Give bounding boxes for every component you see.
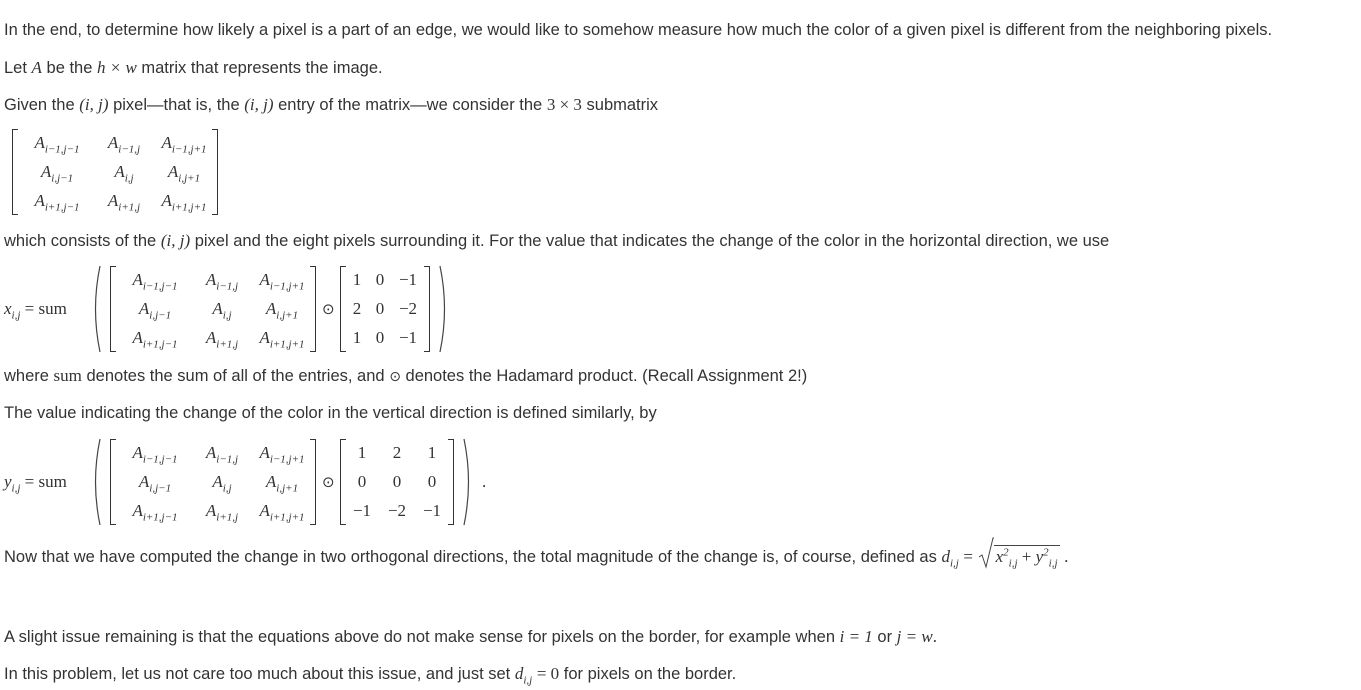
cell-r2c1: $A_{i+1,j}$ — [205, 500, 239, 524]
math-i-equals-1: i = 1 — [839, 627, 873, 646]
text-let: Let — [4, 59, 27, 77]
kx-r0c0: 1 — [352, 270, 362, 290]
kx-r0c1: 0 — [375, 270, 385, 290]
ky-r1c1: 0 — [392, 471, 402, 491]
kx-r2c2: −1 — [398, 327, 418, 347]
submatrix-grid — [18, 129, 212, 215]
kx-r0c2: −1 — [398, 270, 418, 290]
cell-r0c0: $A_{i-1,j-1}$ — [132, 270, 178, 293]
math-j-equals-w: j = w — [896, 627, 933, 646]
math-period: . — [1064, 547, 1069, 566]
math-a: A — [31, 58, 42, 77]
paragraph-given-pixel — [4, 94, 658, 116]
sqrt-icon — [978, 537, 994, 569]
text-which-consists: which consists of the — [4, 232, 157, 250]
cell-r2c0: $A_{i+1,j-1}$ — [132, 500, 178, 524]
cell-r0c1: $A_{i-1,j}$ — [107, 133, 141, 156]
math-sum: sum — [53, 366, 82, 385]
cell-r1c2: $A_{i,j+1}$ — [265, 298, 299, 322]
ky-r2c1: −2 — [387, 500, 407, 520]
cell-r1c1: $A_{i,j}$ — [212, 298, 232, 322]
text-pixel-that-is: pixel—that is, the — [113, 96, 240, 114]
text-horizontal-direction: pixel and the eight pixels surrounding it. For the value that indicates the change of the color in the horizontal direction, we use — [194, 232, 1110, 250]
text-period: . — [932, 627, 937, 646]
math-d-border: $d_{i,j}$ — [514, 664, 533, 687]
eq-x-kernel — [340, 266, 430, 352]
cell-r2c2: $A_{i+1,j+1}$ — [259, 500, 305, 524]
cell-r0c0: $A_{i-1,j-1}$ — [132, 443, 178, 466]
math-ij-3: (i, j) — [160, 231, 191, 250]
text-where: where — [4, 367, 49, 385]
paragraph-which-consists — [4, 230, 1109, 252]
eq-y-hadamard: ⊙ — [322, 473, 335, 491]
cell-r2c0: $A_{i+1,j-1}$ — [34, 190, 80, 214]
text-given-the: Given the — [4, 96, 75, 114]
text-matrix-represents: matrix that represents the image. — [141, 59, 383, 77]
math-h-times-w: h × w — [96, 58, 137, 77]
submatrix-a — [12, 129, 218, 215]
cell-r2c0: $A_{i+1,j-1}$ — [132, 327, 178, 351]
paragraph-where-sum — [4, 365, 807, 388]
kx-r1c1: 0 — [375, 298, 385, 318]
cell-r1c0: $A_{i,j-1}$ — [40, 161, 74, 185]
paragraph-set-zero — [4, 663, 736, 685]
cell-r0c1: $A_{i-1,j}$ — [205, 443, 239, 466]
eq-y-right-paren — [462, 437, 474, 527]
cell-r0c2: $A_{i-1,j+1}$ — [259, 443, 305, 466]
math-ij-2: (i, j) — [244, 95, 274, 114]
intro-text: In the end, to determine how likely a pixel is a part of an edge, we would like to somehow measure how much the color of a given pixel is different from the neighboring pixels. — [4, 21, 1273, 39]
eq-y-left-paren — [90, 437, 102, 527]
kx-r2c1: 0 — [375, 327, 385, 347]
cell-r1c1: $A_{i,j}$ — [114, 161, 134, 185]
paragraph-intro — [4, 19, 1272, 41]
cell-r1c1: $A_{i,j}$ — [212, 471, 232, 495]
text-be-the: be the — [46, 59, 93, 77]
kx-r1c2: −2 — [398, 298, 418, 318]
kx-r1c0: 2 — [352, 298, 362, 318]
eq-x-submatrix — [110, 266, 316, 352]
ky-r2c2: −1 — [422, 500, 442, 520]
text-magnitude: Now that we have computed the change in two orthogonal directions, the total magnitude of the change is, of course, defined as — [4, 548, 937, 566]
math-equals: = — [963, 547, 973, 566]
cell-r0c2: $A_{i-1,j+1}$ — [161, 133, 207, 156]
ky-r1c2: 0 — [427, 471, 437, 491]
cell-r1c0: $A_{i,j-1}$ — [138, 298, 172, 322]
hadamard-symbol: ⊙ — [389, 369, 401, 385]
cell-r2c1: $A_{i+1,j}$ — [107, 190, 141, 214]
text-denotes-sum: denotes the sum of all of the entries, and — [86, 367, 385, 385]
text-set-zero: In this problem, let us not care too much about this issue, and just set — [4, 665, 511, 683]
paragraph-let-a — [4, 57, 383, 79]
ky-r1c0: 0 — [357, 471, 367, 491]
ky-r2c0: −1 — [352, 500, 372, 520]
ky-r0c0: 1 — [357, 443, 367, 463]
eq-y-lhs: $y_{i,j}$ = sum — [4, 472, 67, 495]
cell-r0c1: $A_{i-1,j}$ — [205, 270, 239, 293]
paragraph-vertical — [4, 402, 657, 424]
ky-r0c2: 1 — [427, 443, 437, 463]
cell-r0c0: $A_{i-1,j-1}$ — [34, 133, 80, 156]
eq-y-period: . — [482, 472, 487, 491]
eq-x-hadamard: ⊙ — [322, 300, 335, 318]
math-equals-zero: = 0 — [536, 664, 560, 683]
math-d: $d_{i,j}$ — [941, 547, 959, 570]
eq-y-submatrix — [110, 439, 316, 525]
vertical-text: The value indicating the change of the color in the vertical direction is defined similarly, by — [4, 404, 657, 422]
text-for-pixels: for pixels on the border. — [563, 665, 737, 683]
kx-r2c0: 1 — [352, 327, 362, 347]
paragraph-magnitude — [4, 545, 1068, 568]
sqrt-expression: $x^2_{i,j} + y^2_{i,j}$ — [978, 545, 1060, 567]
text-submatrix: submatrix — [586, 96, 659, 114]
ky-r0c1: 2 — [392, 443, 402, 463]
cell-r1c2: $A_{i,j+1}$ — [265, 471, 299, 495]
text-hadamard-product: denotes the Hadamard product. (Recall Assignment 2!) — [405, 367, 808, 385]
cell-r0c2: $A_{i-1,j+1}$ — [259, 270, 305, 293]
text-border-issue: A slight issue remaining is that the equations above do not make sense for pixels on the border, for example when — [4, 628, 835, 646]
eq-y-kernel — [340, 439, 454, 525]
eq-x-right-paren — [438, 264, 450, 354]
eq-x-left-paren — [90, 264, 102, 354]
cell-r1c0: $A_{i,j-1}$ — [138, 471, 172, 495]
cell-r2c2: $A_{i+1,j+1}$ — [259, 327, 305, 351]
math-3x3: 3 × 3 — [546, 95, 582, 114]
paragraph-border-issue — [4, 626, 937, 648]
text-or: or — [877, 628, 893, 646]
eq-x-lhs: $x_{i,j}$ = sum — [4, 299, 67, 322]
cell-r2c2: $A_{i+1,j+1}$ — [161, 190, 207, 214]
cell-r2c1: $A_{i+1,j}$ — [205, 327, 239, 351]
text-entry-of-matrix: entry of the matrix—we consider the — [278, 96, 543, 114]
math-ij-1: (i, j) — [79, 95, 109, 114]
cell-r1c2: $A_{i,j+1}$ — [167, 161, 201, 185]
